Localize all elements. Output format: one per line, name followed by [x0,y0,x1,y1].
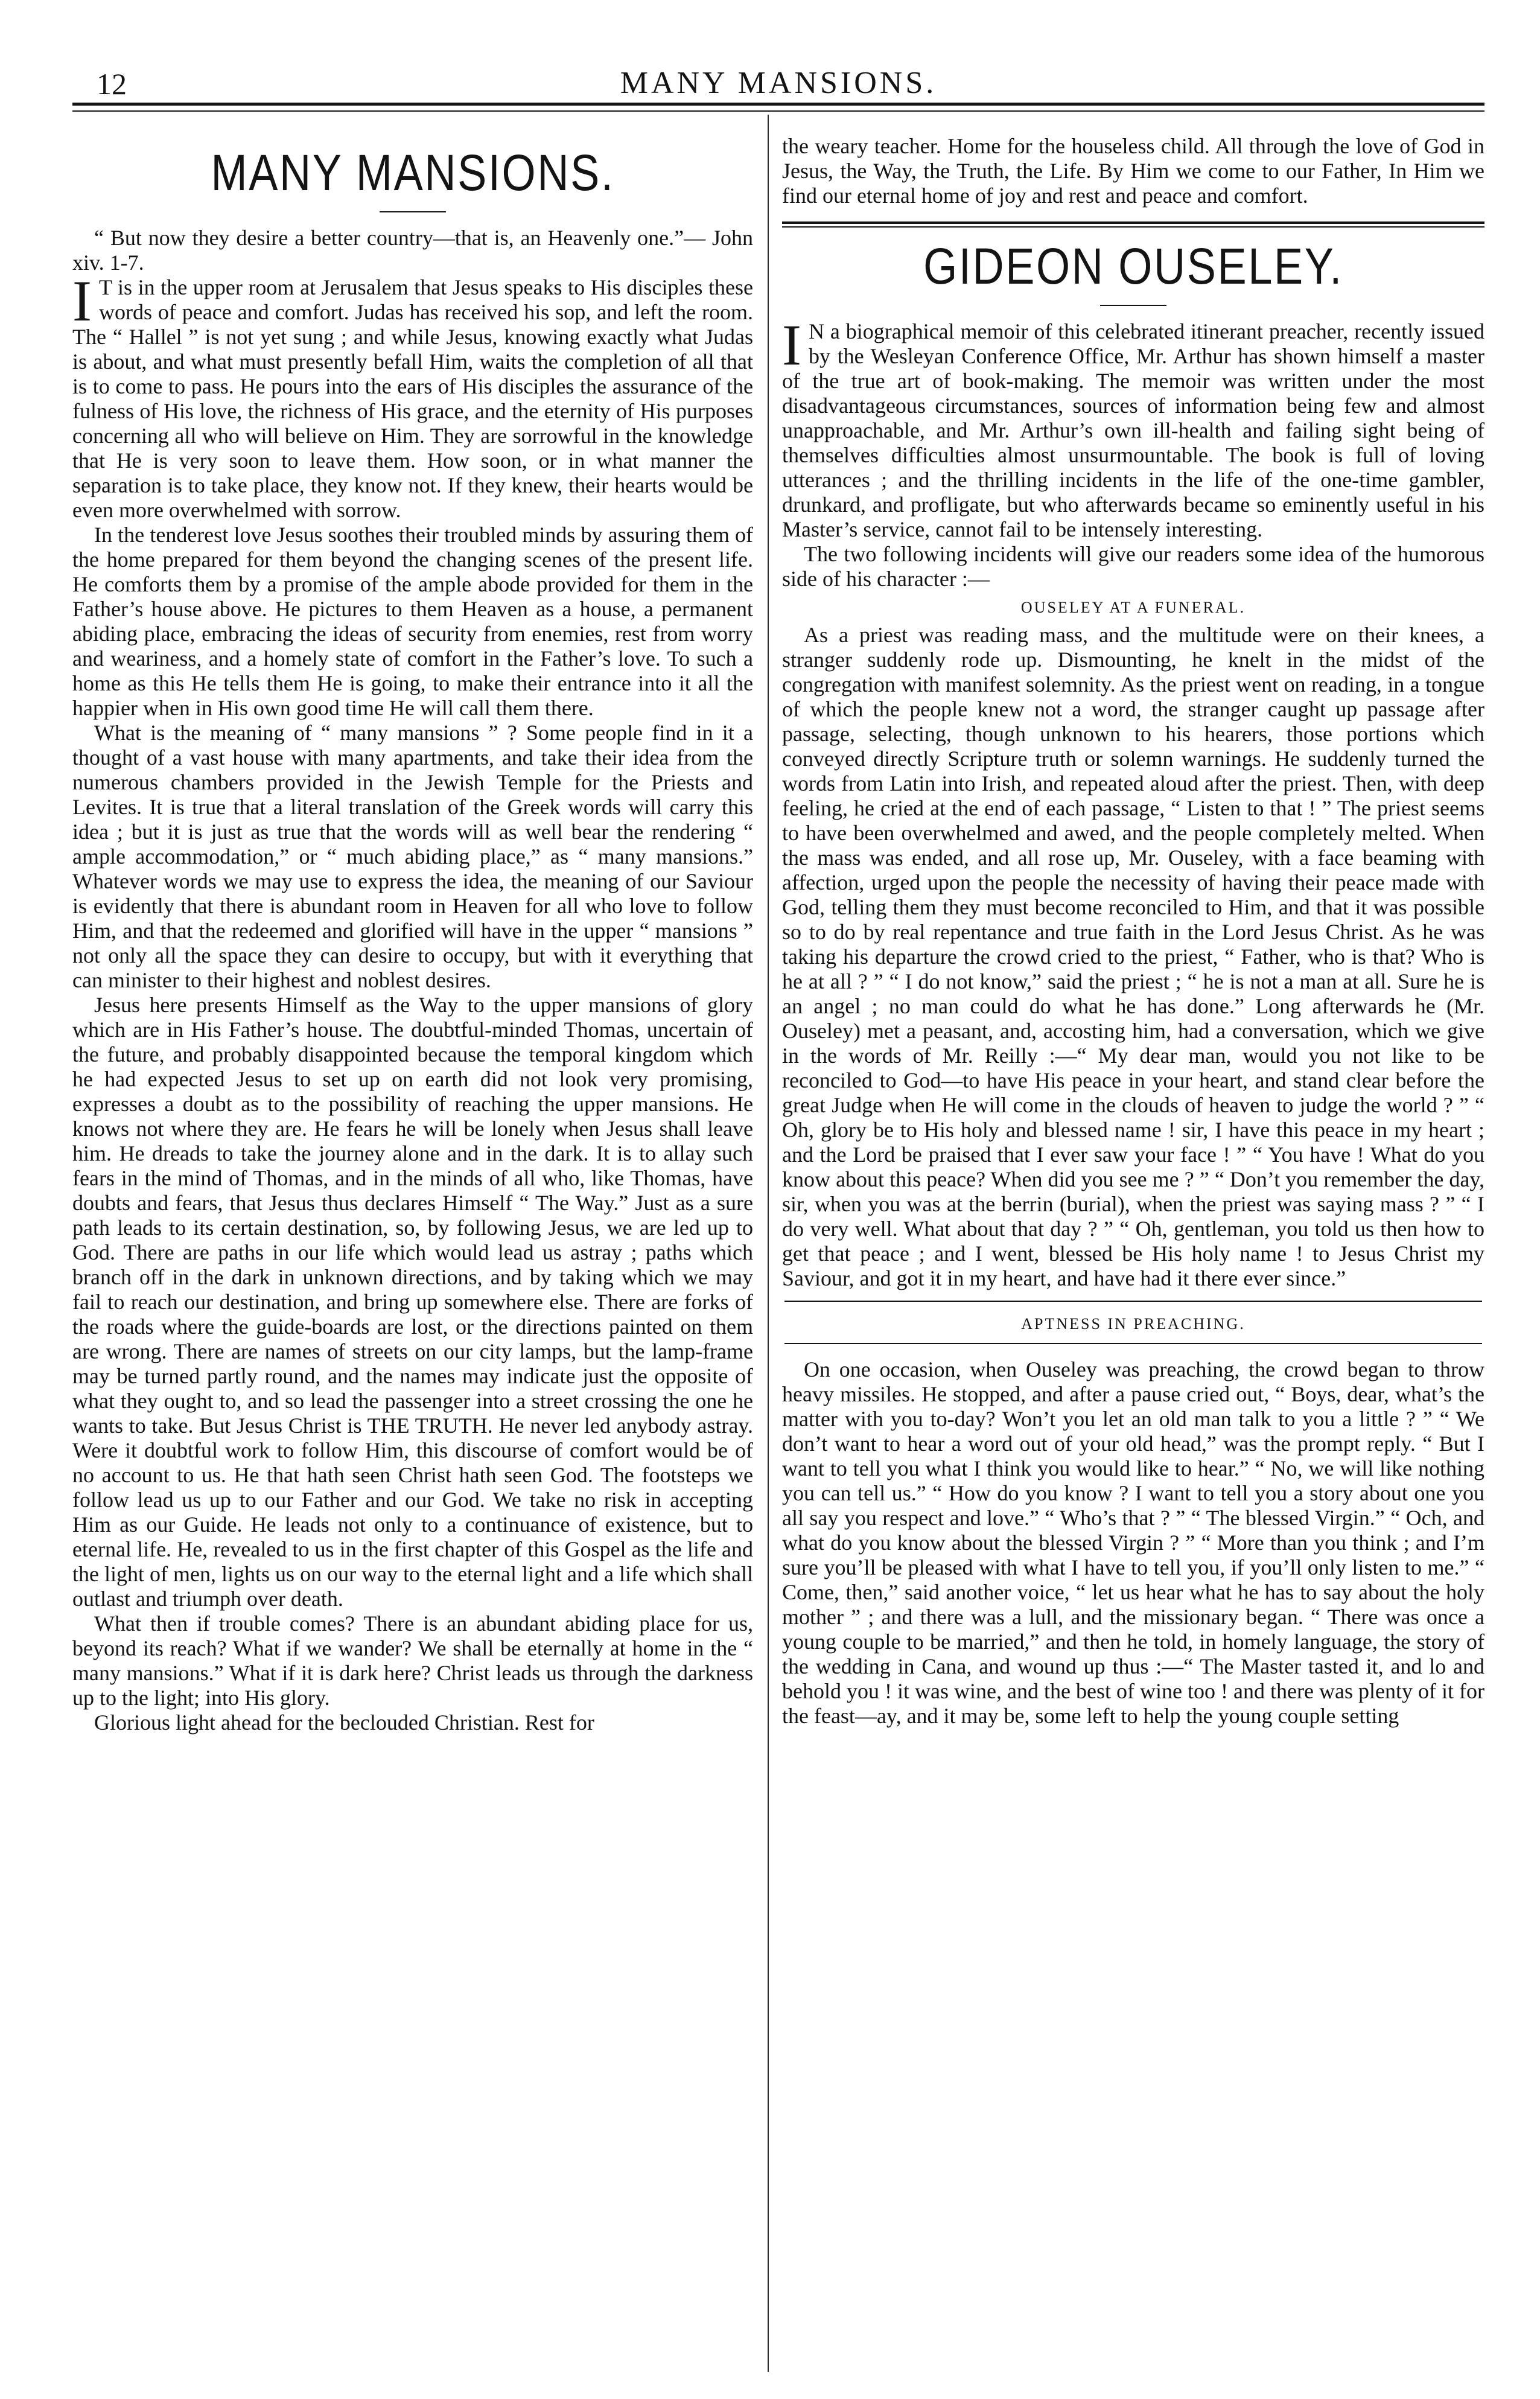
article-paragraph: Glorious light ahead for the beclouded Christian. Rest for [94,1710,594,1735]
right-column [782,134,1484,2374]
drop-cap: I [72,269,92,333]
drop-cap: I [782,313,801,377]
title-rule [380,211,446,212]
section-divider [784,1301,1482,1302]
article-paragraph: In the tenderest love Jesus soothes their troubled minds by assuring them of the home prepared for them beyond the changing scenes of the present life. He comforts them by a promise of the ample abode provided for them in the Father’s house above. He pictures to them Heaven as a house, a permanent abiding place, embracing the ideas of security from enemies, rest from worry and weariness, and a homely state of comfort in the Father’s love. To such a home as this He tells them He is going, to make their entrance into it all the happier when in His own good time He will call them there. [72,523,753,720]
header-rule-thin [72,110,1484,112]
section-heading: OUSELEY AT A FUNERAL. [1020,599,1246,616]
article-paragraph: As a priest was reading mass, and the multitude were on their knees, a stranger suddenly rode up. Dismounting, he knelt in the midst of the congregation with manifest solemnity. As the priest went on reading, in a tongue of which the people knew not a word, the stranger caught up passage after passage, selecting, though unknown to his hearers, those portions which conveyed directly Scripture truth or solemn warnings. He suddenly turned the words from Latin into Irish, and repeated aloud after the priest. Then, with deep feeling, he cried at the end of each passage, “ Listen to that ! ” The priest seems to have been overwhelmed and awed, and the people completely melted. When the mass was ended, and all rose up, Mr. Ouseley, with a face beaming with affection, urged upon the people the necessity of having their peace made with God, telling them they must become reconciled to Him, and that it was possible so to do by real repentance and true faith in the Lord Jesus Christ. As he was taking his departure the crowd cried to the priest, “ Father, who is that? Who is he at all ? ” “ I do not know,” said the priest ; “ he is not a man at all. Sure he is an angel ; no man could do what he has done.” Long afterwards he (Mr. Ouseley) met a peasant, and, accosting him, had a conversation, which we give in the words of Mr. Reilly :—“ My dear man, would you not like to be reconciled to God—to have His peace in your heart, and stand clear before the great Judge when He will come in the clouds of heaven to judge the world ? ” “ Oh, glory be to His holy and blessed name ! sir, I have this peace in my heart ; and the Lord be praised that I ever saw your face ! ” “ You have ! What do you know about this peace? When did you see me ? ” “ Don’t you remember the day, sir, when you was at the berrin (burial), when the priest was saying mass ? ” “ I do very well. What about that day ? ” “ Oh, gentleman, you told us then how to get that peace ; and I went, blessed be His holy name ! to Jesus Christ my Saviour, and got it in my heart, and have had it there ever since.” [782,623,1484,1290]
article-continuation: the weary teacher. Home for the houseless child. All through the love of God in Jesus, the Way, the Truth, the Life. By Him we come to our Father, In Him we find our eternal home of joy and rest and peace and comfort. [782,134,1484,208]
running-title: MANY MANSIONS. [620,66,937,100]
column-divider [768,115,769,2372]
section-divider [784,1343,1482,1344]
article-paragraph: I N a biographical memoir of this celebrated itinerant preacher, recently issued by the Wesleyan Conference Office, Mr. Arthur has shown himself a master of the true art of book-making. The memoir was written under the most disadvantageous circumstances, sources of information being few and almost unapproachable, and Mr. Arthur’s own ill-health and failing sight being of themselves difficulties almost unsurmountable. The book is full of loving utterances ; and the thrilling incidents in the life of the one-time gambler, drunkard, and profligate, but who afterwards became so eminently useful in his Master’s service, cannot fail to be intensely interesting. [782,313,1484,541]
article-paragraph: On one occasion, when Ouseley was preaching, the crowd began to throw heavy missiles. He stopped, and after a pause cried out, “ Boys, dear, what’s the matter with you to-day? Won’t you let an old man talk to you a little ? ” “ We don’t want to hear a word out of your old head,” was the prompt reply. “ But I want to tell you what I think you would like to hear.” “ No, we will like nothing you can tell us.” “ How do you know ? I want to tell you a story about one you all say you respect and love.” “ Who’s that ? ” “ The blessed Virgin.” “ Och, and what do you know about the blessed Virgin ? ” “ More than you think ; and I’m sure you’ll be pleased with what I have to tell you, if you’ll only listen to me.” “ Come, then,” said another voice, “ let us hear what he has to say about the holy mother ” ; and there was a lull, and the missionary began. “ There was once a young couple to be married,” and then he told, in homely language, the story of the wedding in Cana, and wound up thus :—“ The Master tasted it, and lo and behold you ! it was wine, and the best of wine too ! and there was plenty of it for the feast—ay, and it may be, some left to help the young couple setting [782,1357,1484,1728]
article-paragraph: The two following incidents will give our readers some idea of the humorous side of his character :— [782,542,1484,591]
article-paragraph: Jesus here presents Himself as the Way to the upper mansions of glory which are in His Father’s house. The doubtful-minded Thomas, uncertain of the future, and probably disappointed because the temporal kingdom which he had expected Jesus to set up on earth did not look very promising, expresses a doubt as to the possibility of reaching the upper mansions. He knows not where they are. He fears he will be lonely when Jesus shall leave him. He dreads to take the journey alone and in the dark. It is to allay such fears in the mind of Thomas, and in the minds of all who, like Thomas, have doubts and fears, that Jesus thus declares Himself “ The Way.” Just as a sure path leads to its certain destination, so, by following Jesus, we are led up to God. There are paths in our life which would lead us astray ; paths which branch off in the dark in unknown directions, and by taking which we may fail to reach our destination, and bring up somewhere else. There are forks of the roads where the guide-boards are lost, or the directions painted on them are wrong. There are names of streets on our city lamps, but the lamp-frame may be turned partly round, and the names may indicate just the opposite of what they ought to, and so lead the passenger into a street crossing the one he wants to take. But Jesus Christ is THE TRUTH. He never led anybody astray. Were it doubtful work to follow Him, this discourse of comfort would be of no account to us. He that hath seen Christ hath seen God. The footsteps we follow lead us up to our Father and our God. We take no risk in accepting Him as our Guide. He leads not only to a continuance of existence, but to eternal life. He, revealed to us in the first chapter of this Gospel as the life and the light of men, lights us on our way to the eternal light and a life which shall outlast and triumph over death. [72,993,753,1611]
running-head [72,56,1484,104]
title-rule [1100,305,1166,306]
section-heading: APTNESS IN PREACHING. [1021,1315,1246,1333]
left-column [72,134,753,2374]
article-paragraph: What then if trouble comes? There is an abundant abiding place for us, beyond its reach? What if we wander? We shall be eternally at home in the “ many mansions.” What if it is dark here? Christ leads us through the darkness up to the light; into His glory. [72,1611,753,1710]
article-separator-thin [782,226,1484,228]
article-title-gideon-ouseley: GIDEON OUSELEY. [923,238,1343,295]
article-title-many-mansions: MANY MANSIONS. [211,144,615,201]
article-paragraph: I T is in the upper room at Jerusalem that Jesus speaks to His disciples these words of peace and comfort. Judas has received his sop, and left the room. The “ Hallel ” is not yet sung ; and while Jesus, knowing exactly what Judas is about, and what must presently befall Him, waits the completion of all that is to come to pass. He pours into the ears of His disciples the assurance of the fulness of His love, the richness of His grace, and the eternity of His purposes concerning all who will believe on Him. They are sorrowful in the knowledge that He is very soon to leave them. How soon, or in what manner the separation is to take place, they know not. If they knew, their hearts would be even more overwhelmed with sorrow. [72,269,753,522]
epigraph: “ But now they desire a better country—that is, an Heavenly one.”— John xiv. 1-7. [72,226,753,275]
header-rule-thick [72,103,1484,106]
page-number: 12 [97,67,127,101]
article-separator-thick [782,221,1484,224]
article-paragraph: What is the meaning of “ many mansions ” ? Some people find in it a thought of a vast house with many apartments, and take their idea from the numerous chambers provided in the Jewish Temple for the Priests and Levites. It is true that a literal translation of the Greek words will carry this idea ; but it is just as true that the words will as well bear the rendering “ ample accommodation,” or “ much abiding place,” as “ many mansions.” Whatever words we may use to express the idea, the meaning of our Saviour is evidently that there is abundant room in Heaven for all who love to follow Him, and that the redeemed and glorified will have in the upper “ mansions ” not only all the space they can desire to occupy, but with it everything that can minister to their highest and noblest desires. [72,721,753,992]
